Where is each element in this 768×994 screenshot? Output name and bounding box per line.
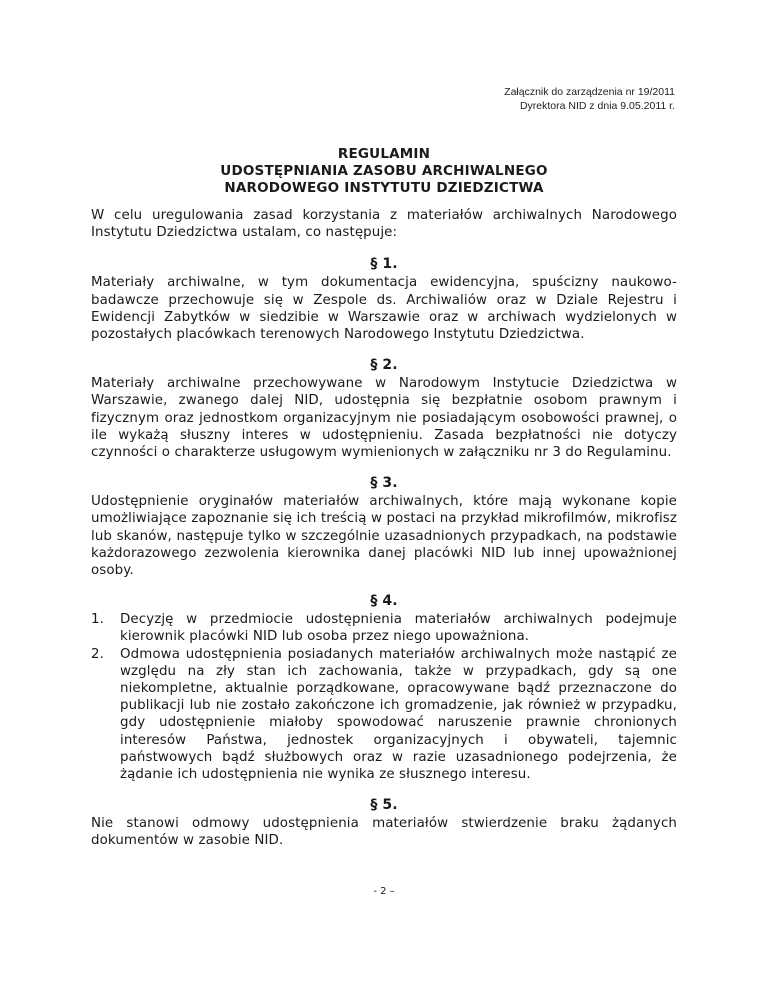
section-heading: § 5.	[370, 797, 398, 814]
section-heading: § 3.	[370, 475, 398, 492]
section-heading: § 2.	[370, 357, 398, 374]
section-3	[91, 475, 677, 579]
list-item-text: Decyzję w przedmiocie udostępnienia materiałów archiwalnych podejmuje kierownik placówki NID lub osoba przez niego upoważniona.	[120, 612, 677, 645]
list-item	[91, 611, 677, 645]
section-heading: § 4.	[370, 593, 398, 610]
list-item-number: 2.	[91, 646, 104, 662]
list-item	[91, 646, 677, 784]
numbered-list	[91, 611, 677, 783]
list-item-number: 1.	[91, 612, 104, 628]
list-item-text: Odmowa udostępnienia posiadanych materiałów archiwalnych może nastąpić ze względu na zły stan ich zachowania, także w przypadkach, gdy są one niekompletne, aktualnie porządkowane, opracowywane bądź przeznaczone do publikacji lub nie zostało zakończone ich gromadzenie, jak również w przypadku, gdy udostępnienie miałoby spowodować naruszenie prawnie chronionych interesów Państwa, jednostek organizacyjnych i obywateli, tajemnic państwowych bądź służbowych oraz w razie uzasadnionego podejrzenia, że żądanie ich udostępnienia nie wynika ze słusznego interesu.	[120, 646, 677, 783]
attachment-note-line-1: Załącznik do zarządzenia nr 19/2011	[504, 86, 675, 98]
section-text: Nie stanowi odmowy udostępnienia materiałów stwierdzenie braku żądanych dokumentów w zasobie NID.	[91, 816, 677, 849]
section-text: Materiały archiwalne, w tym dokumentacja ewidencyjna, spuścizny naukowo-badawcze przechowuje się w Zespole ds. Archiwaliów oraz w Dziale Rejestru i Ewidencji Zabytków w siedzibie w Warszawie oraz w archiwach wydzielonych w pozostałych placówkach terenowych Narodowego Instytutu Dziedzictwa.	[91, 275, 677, 343]
document-body	[91, 207, 677, 864]
section-text: Udostępnienie oryginałów materiałów archiwalnych, które mają wykonane kopie umożliwiające zapoznanie się ich treścią w postaci na przykład mikrofilmów, mikrofisz lub skanów, następuje tylko w szczególnie uzasadnionych przypadkach, na podstawie każdorazowego zezwolenia kierownika danej placówki NID lub innej upoważnionej osoby.	[91, 494, 677, 579]
document-title	[0, 146, 768, 197]
section-4	[91, 593, 677, 783]
attachment-note	[504, 85, 675, 113]
section-2	[91, 357, 677, 461]
page-number: - 2 –	[373, 886, 395, 897]
section-heading: § 1.	[370, 256, 398, 273]
intro-paragraph: W celu uregulowania zasad korzystania z materiałów archiwalnych Narodowego Instytutu Dziedzictwa ustalam, co następuje:	[91, 208, 677, 241]
title-line-3: NARODOWEGO INSTYTUTU DZIEDZICTWA	[224, 180, 544, 196]
section-1	[91, 256, 677, 343]
title-line-2: UDOSTĘPNIANIA ZASOBU ARCHIWALNEGO	[220, 163, 548, 179]
title-line-1: REGULAMIN	[337, 146, 431, 162]
section-text: Materiały archiwalne przechowywane w Narodowym Instytucie Dziedzictwa w Warszawie, zwanego dalej NID, udostępnia się bezpłatnie osobom prawnym i fizycznym oraz jednostkom organizacyjnym nie posiadającym osobowości prawnej, o ile wykażą słuszny interes w udostępnieniu. Zasada bezpłatności nie dotyczy czynności o charakterze usługowym wymienionych w załączniku nr 3 do Regulaminu.	[91, 376, 677, 461]
section-5	[91, 797, 677, 849]
attachment-note-line-2: Dyrektora NID z dnia 9.05.2011 r.	[519, 100, 675, 112]
